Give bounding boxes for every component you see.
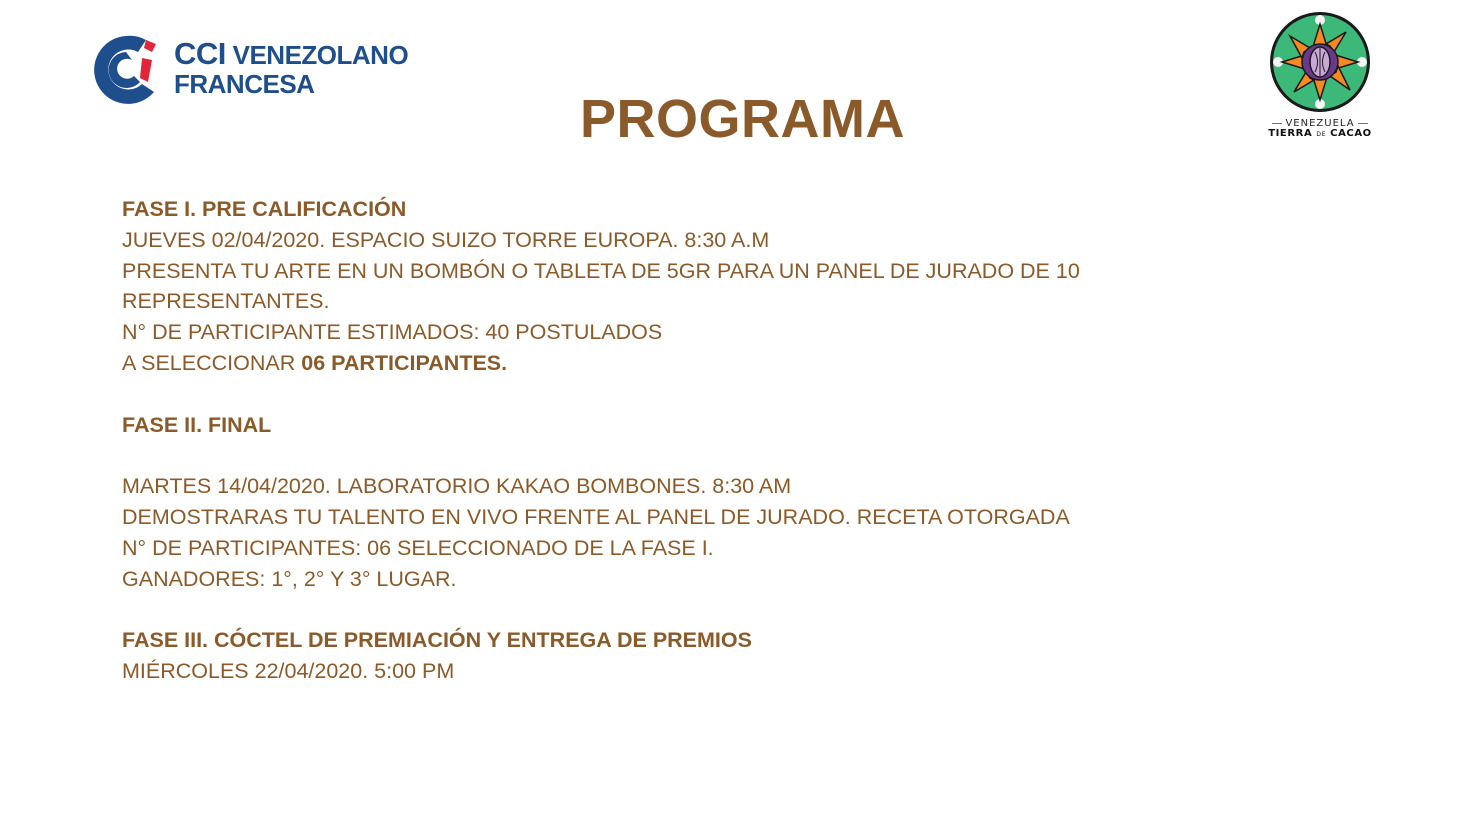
phase3-heading: FASE III. CÓCTEL DE PREMIACIÓN Y ENTREGA DE PREMIOS bbox=[122, 628, 752, 653]
tierra-de-cacao-label bbox=[1262, 128, 1378, 139]
phase3-date-line: MIÉRCOLES 22/04/2020. 5:00 PM bbox=[122, 658, 455, 683]
cacao-emblem-icon bbox=[1268, 10, 1372, 114]
selection-prefix: A SELECCIONAR bbox=[122, 350, 302, 375]
page-title: PROGRAMA bbox=[580, 89, 905, 149]
phase2-heading: FASE II. FINAL bbox=[122, 412, 272, 437]
phase2-description-line: DEMOSTRARAS TU TALENTO EN VIVO FRENTE AL PANEL DE JURADO. RECETA OTORGADA bbox=[122, 504, 1070, 529]
cacao-text: CACAO bbox=[1330, 128, 1372, 139]
tierra-text: TIERRA bbox=[1268, 128, 1313, 139]
selection-count: 06 PARTICIPANTES. bbox=[301, 350, 508, 375]
phase1-heading: FASE I. PRE CALIFICACIÓN bbox=[122, 197, 407, 221]
venezolano-label: VENEZOLANO bbox=[225, 40, 409, 70]
phase2-winners-line: GANADORES: 1°, 2° Y 3° LUGAR. bbox=[122, 566, 457, 591]
francesa-label: FRANCESA bbox=[174, 69, 315, 99]
de-text: DE bbox=[1316, 131, 1327, 138]
tierra-de-cacao-logo bbox=[1262, 10, 1378, 150]
phase1-date-line: JUEVES 02/04/2020. ESPACIO SUIZO TORRE EUROPA. 8:30 A.M bbox=[122, 227, 770, 252]
phase2-participants-line: N° DE PARTICIPANTES: 06 SELECCIONADO DE LA FASE I. bbox=[122, 535, 714, 560]
phase2-date-line: MARTES 14/04/2020. LABORATORIO KAKAO BOMBONES. 8:30 AM bbox=[122, 474, 792, 499]
phase1-description-line: PRESENTA TU ARTE EN UN BOMBÓN O TABLETA DE 5GR PARA UN PANEL DE JURADO DE 10 bbox=[122, 258, 1080, 283]
phase1-description-cont: REPRESENTANTES. bbox=[122, 289, 330, 314]
phase1-participants-line: N° DE PARTICIPANTE ESTIMADOS: 40 POSTULADOS bbox=[122, 320, 663, 345]
phase1-selection-line bbox=[122, 348, 1122, 379]
cci-label: CCI bbox=[174, 36, 226, 71]
venezuela-label: VENEZUELA bbox=[1262, 118, 1378, 129]
program-body bbox=[122, 194, 1122, 687]
